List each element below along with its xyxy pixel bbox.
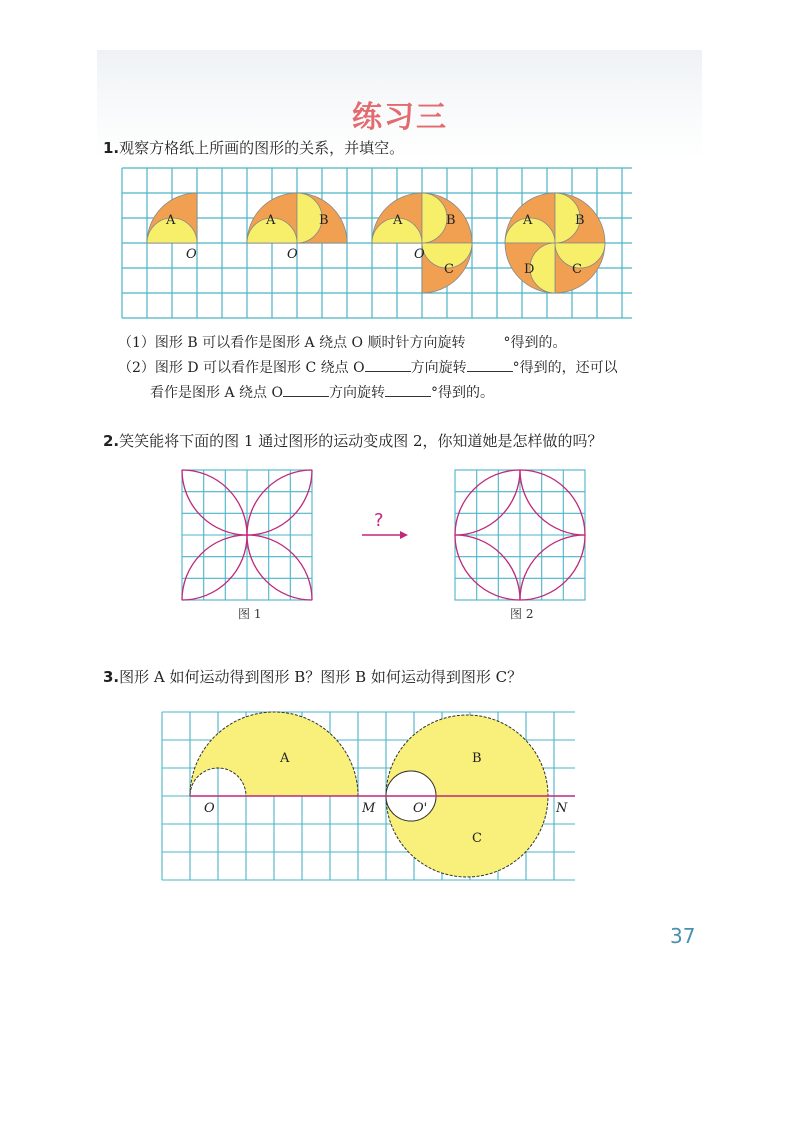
q2-figure-1-caption: 图 1	[238, 607, 262, 621]
q3-label-c: C	[472, 831, 482, 846]
question-2-text: 笑笑能将下面的图 1 通过图形的运动变成图 2，你知道她是怎样做的吗？	[119, 432, 603, 450]
question-2-number: 2.	[103, 432, 120, 450]
q1-f3-label-b: B	[446, 213, 456, 228]
q1-figure-2	[247, 193, 347, 243]
q1-part-2-text-f: °得到的。	[430, 385, 494, 401]
q3-label-m: M	[362, 801, 376, 816]
q1-part-1-prefix: （1）图形 B 可以看作是图形 A 绕点 O 顺时针方向旋转	[118, 335, 466, 351]
q1-f1-label-a: A	[166, 213, 176, 228]
q1-part-2-blank-2[interactable]	[467, 359, 513, 372]
question-1-number: 1.	[103, 139, 120, 157]
q1-part-1-suffix: °得到的。	[503, 335, 567, 351]
q1-part-2-text-b: 方向旋转	[410, 360, 467, 376]
q1-f4-label-d: D	[524, 262, 535, 277]
q1-f2-label-a: A	[266, 213, 276, 228]
q1-figure-3	[372, 193, 472, 293]
q1-part-2	[118, 357, 618, 377]
q1-f2-label-b: B	[319, 213, 329, 228]
q1-f2-label-o: O	[287, 247, 298, 262]
question-1-text: 观察方格纸上所画的图形的关系，并填空。	[119, 139, 405, 157]
q2-figure-2-caption: 图 2	[510, 607, 534, 621]
page-number: 37	[670, 924, 696, 948]
question-3-text: 图形 A 如何运动得到图形 B？图形 B 如何运动得到图形 C？	[119, 668, 523, 686]
question-2	[103, 430, 603, 451]
q1-part-1	[118, 332, 566, 352]
q2-figure-2	[455, 470, 585, 600]
q1-figure-4	[505, 193, 605, 293]
q3-shape-a	[190, 712, 358, 796]
q1-f1-label-o: O	[186, 247, 197, 262]
q1-f3-label-c: C	[444, 262, 454, 277]
question-3	[103, 666, 522, 687]
q1-part-2-text-c: °得到的，还可以	[512, 360, 618, 376]
q3-label-a: A	[280, 751, 290, 766]
q1-part-1-blank[interactable]	[465, 335, 503, 347]
q1-f4-label-c: C	[572, 262, 582, 277]
q1-part-2-text-e: 方向旋转	[328, 385, 385, 401]
q1-part-2-text-d: 看作是图形 A 绕点 O	[150, 385, 283, 401]
q1-part-2-blank-4[interactable]	[385, 384, 431, 397]
question-3-number: 3.	[103, 668, 120, 686]
q3-label-o-prime: O'	[413, 801, 428, 816]
q3-label-b: B	[472, 751, 482, 766]
q1-part-2-text-a: （2）图形 D 可以看作是图形 C 绕点 O	[118, 360, 365, 376]
q1-f3-label-o: O	[414, 247, 425, 262]
q1-part-2-blank-3[interactable]	[283, 384, 329, 397]
q3-label-n: N	[556, 801, 568, 816]
q1-f3-label-a: A	[393, 213, 403, 228]
q2-arrow-label: ?	[374, 510, 384, 531]
q1-part-2-line-2	[150, 382, 494, 402]
q1-part-2-blank-1[interactable]	[365, 359, 411, 372]
q2-arrow	[362, 531, 408, 539]
q2-figure-1	[182, 470, 312, 600]
q1-f4-label-b: B	[575, 213, 585, 228]
page-title: 练习三	[352, 100, 448, 135]
q1-f4-label-a: A	[523, 213, 533, 228]
q3-label-o: O	[204, 801, 215, 816]
